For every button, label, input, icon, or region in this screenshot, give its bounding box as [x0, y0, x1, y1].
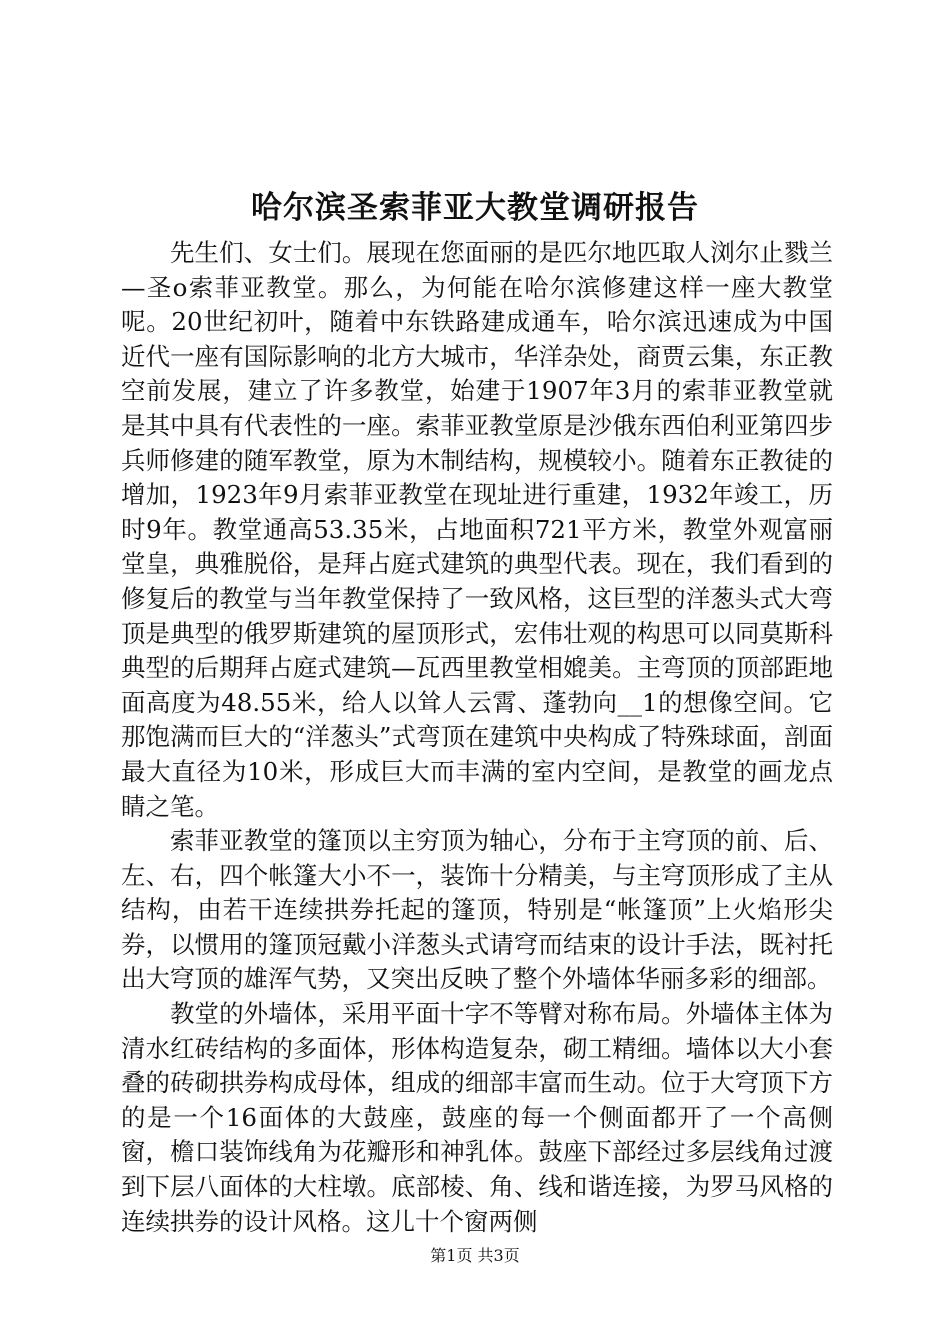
paragraph-2: 索菲亚教堂的篷顶以主穷顶为轴心，分布于主穹顶的前、后、左、右，四个帐篷大小不一，装饰十分精美，与主穹顶形成了主从结构，由若干连续拱券托起的篷顶，特别是“帐篷顶”上火焰形尖券，以惯用的篷顶冠戴小洋葱头式请穹而结束的设计手法，既衬托出大穹顶的雄浑气势，又突出反映了整个外墙体华丽多彩的细部。 — [121, 826, 833, 994]
page-number-footer: 第1页 共3页 — [430, 1246, 520, 1265]
paragraph-1: 先生们、女士们。展现在您面丽的是匹尔地匹取人浏尔止戮兰—圣o索菲亚教堂。那么，为何能在哈尔滨修建这样一座大教堂呢。20世纪初叶，随着中东铁路建成通车，哈尔滨迅速成为中国近代一座有国际影响的北方大城市，华洋杂处，商贾云集，东正教空前发展，建立了许多教堂，始建于1907年3月的索菲亚教堂就是其中具有代表性的一座。索菲亚教堂原是沙俄东西伯利亚第四步兵师修建的随军教堂，原为木制结构，规模较小。随着东正教徒的增加，1923年9月索菲亚教堂在现址进行重建，1932年竣工，历时9年。教堂通高53.35米，占地面积721平方米，教堂外观富丽堂皇，典雅脱俗，是拜占庭式建筑的典型代表。现在，我们看到的修复后的教堂与当年教堂保持了一致风格，这巨型的洋葱头式大弯顶是典型的俄罗斯建筑的屋顶形式，宏伟壮观的构思可以同莫斯科典型的后期拜占庭式建筑—瓦西里教堂相媲美。主弯顶的顶部距地面高度为48.55米，给人以耸人云霄、蓬勃向__1的想像空间。它那饱满而巨大的“洋葱头”式弯顶在建筑中央构成了特殊球面，剖面最大直径为10米，形成巨大而丰满的室内空间，是教堂的画龙点睛之笔。 — [121, 238, 833, 821]
document-body — [121, 236, 833, 1239]
document-title: 哈尔滨圣索菲亚大教堂调研报告 — [251, 190, 699, 226]
paragraph-3: 教堂的外墙体，采用平面十字不等臂对称布局。外墙体主体为清水红砖结构的多面体，形体构造复杂，砌工精细。墙体以大小套叠的砖砌拱券构成母体，组成的细部丰富而生动。位于大穹顶下方的是一个16面体的大鼓座，鼓座的每一个侧面都开了一个高侧窗，檐口装饰线角为花瓣形和神乳体。鼓座下部经过多层线角过渡到下层八面体的大柱墩。底部棱、角、线和谐连接，为罗马风格的连续拱券的设计风格。这儿十个窗两侧 — [121, 999, 833, 1236]
